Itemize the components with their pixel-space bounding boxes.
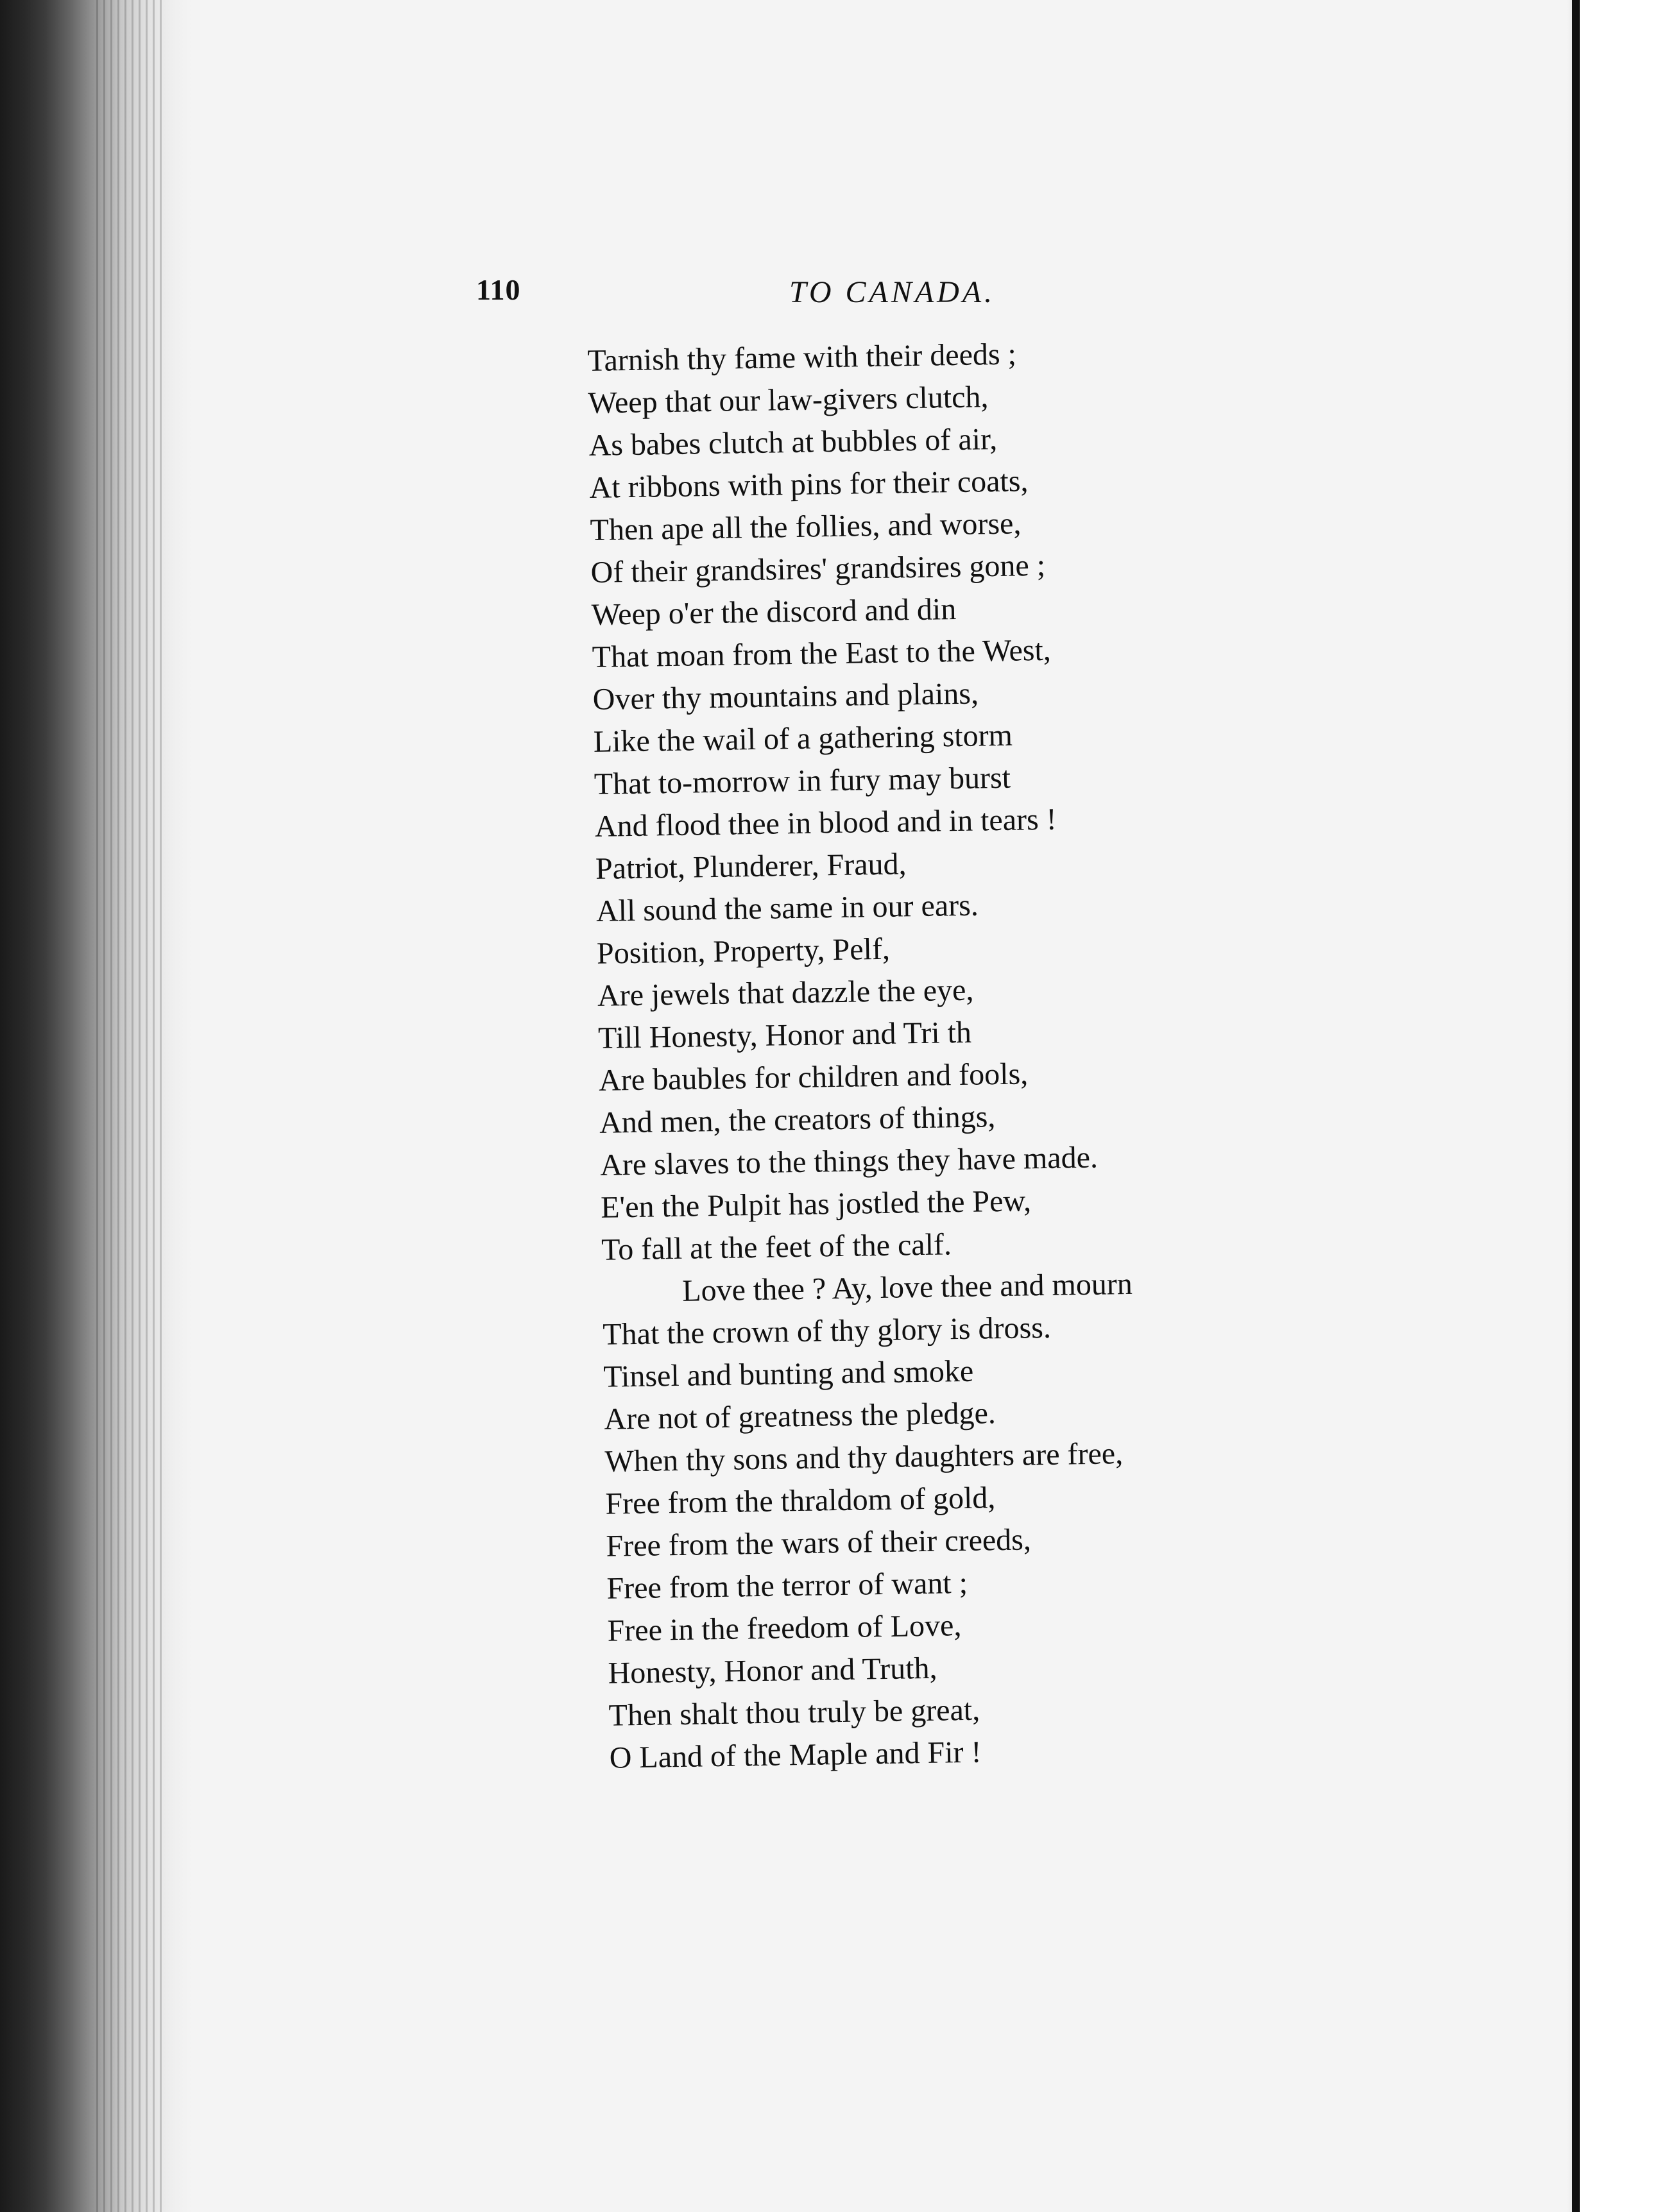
- page-edges: [96, 0, 167, 2212]
- poem-line: Free from the wars of their creeds,: [606, 1522, 1032, 1563]
- poem-line: Then shalt thou truly be great,: [608, 1692, 980, 1733]
- poem-line: As babes clutch at bubbles of air,: [588, 421, 998, 463]
- poem-line: Are not of greatness the pledge.: [604, 1396, 996, 1436]
- poem-line: Like the wail of a gathering storm: [593, 718, 1013, 759]
- poem-line: Of their grandsires' grandsires gone ;: [590, 548, 1046, 590]
- poem-line: Till Honesty, Honor and Tri th: [597, 1015, 972, 1055]
- poem-line: Then ape all the follies, and worse,: [590, 506, 1022, 547]
- poem-line: O Land of the Maple and Fir !: [609, 1735, 982, 1775]
- running-head: TO CANADA.: [789, 275, 996, 309]
- poem-line: Weep that our law-givers clutch,: [588, 380, 989, 420]
- poem-line: Free in the freedom of Love,: [607, 1608, 962, 1648]
- poem-line: And flood thee in blood and in tears !: [594, 802, 1057, 844]
- poem-line: Are slaves to the things they have made.: [599, 1140, 1099, 1182]
- poem-line: That to-morrow in fury may burst: [594, 760, 1011, 801]
- poem-line: Tarnish thy fame with their deeds ;: [587, 337, 1017, 378]
- poem-line: Patriot, Plunderer, Fraud,: [595, 847, 907, 886]
- right-margin: [1580, 0, 1676, 2212]
- poem-line: That the crown of thy glory is dross.: [602, 1310, 1052, 1352]
- poem-line: At ribbons with pins for their coats,: [589, 464, 1029, 505]
- poem-line: And men, the creators of things,: [599, 1100, 996, 1140]
- poem-line: Position, Property, Pelf,: [596, 932, 891, 971]
- poem-line: That moan from the East to the West,: [592, 633, 1052, 674]
- poem-line: E'en the Pulpit has jostled the Pew,: [600, 1184, 1032, 1225]
- page-number: 110: [476, 273, 521, 306]
- poem-line: To fall at the feet of the calf.: [601, 1227, 952, 1267]
- poem-line: Love thee ? Ay, love thee and mourn: [681, 1266, 1133, 1308]
- poem-line: Are jewels that dazzle the eye,: [597, 973, 974, 1013]
- poem-line: Are baubles for children and fools,: [598, 1057, 1029, 1098]
- right-edge-line: [1572, 0, 1580, 2212]
- poem-line: Weep o'er the discord and din: [591, 592, 957, 632]
- poem-body: [587, 330, 1283, 1780]
- poem-line: Free from the terror of want ;: [606, 1565, 968, 1606]
- poem-line: Honesty, Honor and Truth,: [608, 1651, 937, 1690]
- poem-line: When thy sons and thy daughters are free,: [604, 1436, 1124, 1479]
- poem-line: All sound the same in our ears.: [595, 888, 979, 928]
- poem-line: Free from the thraldom of gold,: [605, 1481, 996, 1521]
- poem-line: Over thy mountains and plains,: [592, 676, 979, 717]
- poem-line: Tinsel and bunting and smoke: [603, 1354, 974, 1394]
